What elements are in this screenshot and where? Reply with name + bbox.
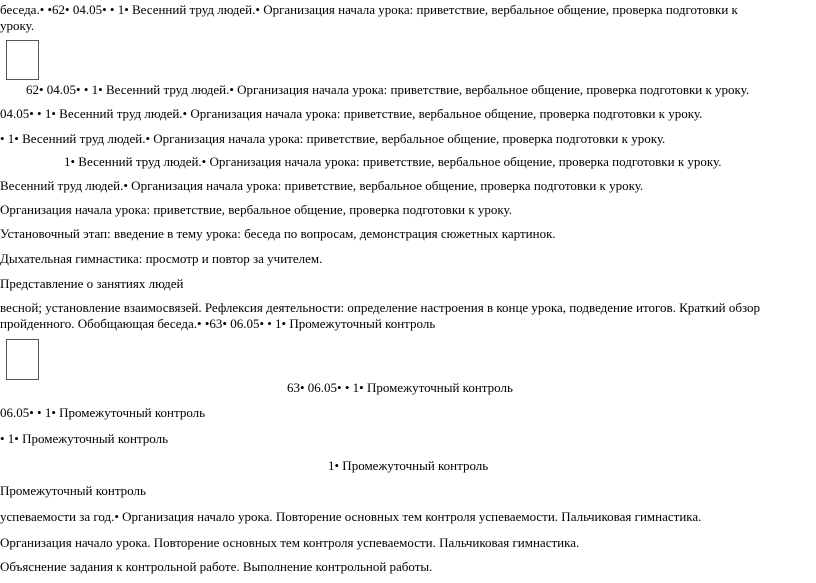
text-line-10: Представление о занятиях людей: [0, 276, 184, 291]
text-line-13: 06.05• • 1• Промежуточный контроль: [0, 405, 206, 420]
text-line-8: Установочный этап: введение в тему урока: беседа по вопросам, демонстрация сюжетных картинок.: [0, 226, 556, 241]
text-line-11: весной; установление взаимосвязей. Рефлексия деятельности: определение настроения в конце урока, подведение итогов. Краткий обзор: [0, 300, 761, 315]
text-line-14: • 1• Промежуточный контроль: [0, 431, 169, 446]
text-line-19: Объяснение задания к контрольной работе. Выполнение контрольной работы.: [0, 559, 433, 574]
text-line-4: • 1• Весенний труд людей.• Организация начала урока: приветствие, вербальное общение, проверка подготовки к уроку.: [0, 131, 666, 146]
text-line-1: беседа.• •62• 04.05• • 1• Весенний труд людей.• Организация начала урока: приветствие, вербальное общение, проверка подготовки к: [0, 2, 738, 17]
image-placeholder-1: [6, 40, 39, 80]
text-line-12: 63• 06.05• • 1• Промежуточный контроль: [287, 380, 513, 395]
text-line-9: Дыхательная гимнастика: просмотр и повтор за учителем.: [0, 251, 323, 266]
text-line-5: 1• Весенний труд людей.• Организация начала урока: приветствие, вербальное общение, проверка подготовки к уроку.: [64, 154, 722, 169]
text-line-17: успеваемости за год.• Организация начало урока. Повторение основных тем контроля успеваемости. Пальчиковая гимнастика.: [0, 509, 702, 524]
text-line-11-continued: пройденного. Обобщающая беседа.• •63• 06.05• • 1• Промежуточный контроль: [0, 316, 436, 331]
text-line-15: 1• Промежуточный контроль: [328, 458, 489, 473]
text-line-3: 04.05• • 1• Весенний труд людей.• Организация начала урока: приветствие, вербальное общение, проверка подготовки к уроку.: [0, 106, 703, 121]
text-line-18: Организация начало урока. Повторение основных тем контроля успеваемости. Пальчиковая гимнастика.: [0, 535, 580, 550]
text-line-2: 62• 04.05• • 1• Весенний труд людей.• Организация начала урока: приветствие, вербальное общение, проверка подготовки к уроку.: [26, 82, 750, 97]
text-line-7: Организация начала урока: приветствие, вербальное общение, проверка подготовки к уроку.: [0, 202, 512, 217]
text-line-1-continued: уроку.: [0, 18, 35, 33]
text-line-16: Промежуточный контроль: [0, 483, 146, 498]
image-placeholder-2: [6, 339, 39, 380]
text-line-6: Весенний труд людей.• Организация начала урока: приветствие, вербальное общение, проверка подготовки к уроку.: [0, 178, 644, 193]
